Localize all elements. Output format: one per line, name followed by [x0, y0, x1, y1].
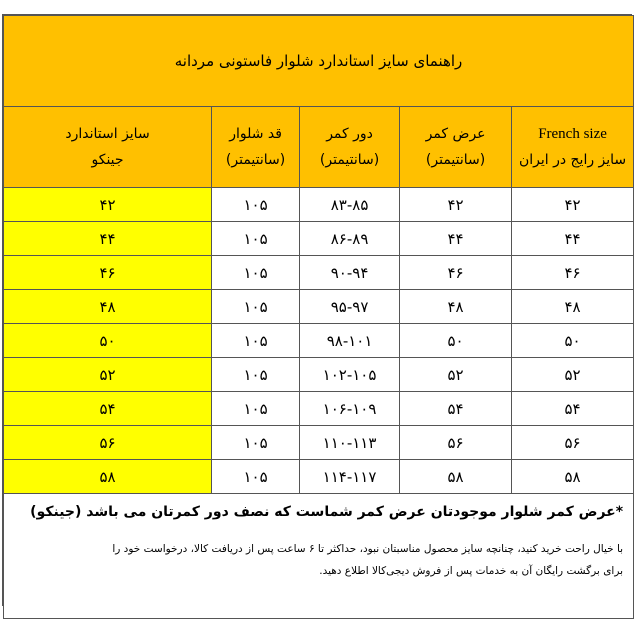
header-standard-label: سایز استاندارد	[65, 126, 150, 142]
table-row	[4, 426, 634, 460]
cell-length: ۱۰۵	[212, 188, 300, 222]
header-waist-width	[400, 107, 512, 188]
header-french-fa: سایز رایج در ایران	[518, 152, 627, 168]
size-table	[3, 15, 634, 619]
header-waist-width-unit: (سانتیمتر)	[425, 152, 486, 168]
cell-waist-circumference: ۹۰-۹۴	[300, 256, 400, 290]
cell-waist-width: ۵۶	[400, 426, 512, 460]
cell-length: ۱۰۵	[212, 460, 300, 494]
cell-french-size: ۴۲	[512, 188, 634, 222]
table-title: راهنمای سایز استاندارد شلوار فاستونی مردانه	[4, 16, 634, 107]
note-sub	[14, 538, 623, 582]
cell-french-size: ۴۴	[512, 222, 634, 256]
cell-waist-circumference: ۱۰۲-۱۰۵	[300, 358, 400, 392]
cell-standard-size: ۴۲	[4, 188, 212, 222]
header-standard-size	[4, 107, 212, 188]
cell-waist-circumference: ۹۵-۹۷	[300, 290, 400, 324]
cell-length: ۱۰۵	[212, 358, 300, 392]
cell-french-size: ۴۸	[512, 290, 634, 324]
cell-waist-width: ۵۲	[400, 358, 512, 392]
cell-waist-circumference: ۱۱۰-۱۱۳	[300, 426, 400, 460]
cell-standard-size: ۵۸	[4, 460, 212, 494]
cell-length: ۱۰۵	[212, 290, 300, 324]
cell-standard-size: ۴۶	[4, 256, 212, 290]
header-row	[4, 107, 634, 188]
cell-waist-width: ۴۴	[400, 222, 512, 256]
header-waist-width-label: عرض کمر	[425, 126, 486, 142]
table-row	[4, 392, 634, 426]
header-length-label: قد شلوار	[229, 126, 282, 142]
cell-waist-circumference: ۸۳-۸۵	[300, 188, 400, 222]
cell-length: ۱۰۵	[212, 324, 300, 358]
note-sub-line-2: برای برگشت رایگان آن به خدمات پس از فروش دیجی‌کالا اطلاع دهید.	[319, 565, 624, 577]
note-sub-line-1: با خیال راحت خرید کنید، چنانچه سایز محصول مناسبتان نبود، حداکثر تا ۶ ساعت پس از دریافت کالا، درخواست خود را	[112, 543, 624, 555]
table-row	[4, 290, 634, 324]
cell-standard-size: ۵۰	[4, 324, 212, 358]
cell-standard-size: ۵۴	[4, 392, 212, 426]
cell-french-size: ۵۰	[512, 324, 634, 358]
table-row	[4, 222, 634, 256]
cell-french-size: ۴۶	[512, 256, 634, 290]
header-length-unit: (سانتیمتر)	[225, 152, 286, 168]
cell-length: ۱۰۵	[212, 222, 300, 256]
cell-standard-size: ۴۴	[4, 222, 212, 256]
cell-french-size: ۵۸	[512, 460, 634, 494]
cell-standard-size: ۵۶	[4, 426, 212, 460]
header-length	[212, 107, 300, 188]
table-row	[4, 324, 634, 358]
cell-waist-width: ۴۶	[400, 256, 512, 290]
cell-waist-circumference: ۸۶-۸۹	[300, 222, 400, 256]
header-waist-circ-unit: (سانتیمتر)	[319, 152, 380, 168]
cell-french-size: ۵۶	[512, 426, 634, 460]
header-french-en: French size	[538, 126, 607, 142]
cell-waist-circumference: ۱۱۴-۱۱۷	[300, 460, 400, 494]
table-row	[4, 256, 634, 290]
cell-french-size: ۵۲	[512, 358, 634, 392]
cell-waist-width: ۴۸	[400, 290, 512, 324]
header-waist-circ-label: دور کمر	[326, 126, 373, 142]
header-standard-brand: جینکو	[91, 152, 124, 168]
table-row	[4, 358, 634, 392]
table-row	[4, 460, 634, 494]
notes-cell	[4, 494, 634, 619]
cell-waist-width: ۵۴	[400, 392, 512, 426]
cell-standard-size: ۵۲	[4, 358, 212, 392]
cell-length: ۱۰۵	[212, 256, 300, 290]
cell-waist-circumference: ۹۸-۱۰۱	[300, 324, 400, 358]
cell-waist-width: ۵۸	[400, 460, 512, 494]
header-french-size	[512, 107, 634, 188]
header-waist-circumference	[300, 107, 400, 188]
cell-length: ۱۰۵	[212, 392, 300, 426]
cell-french-size: ۵۴	[512, 392, 634, 426]
cell-length: ۱۰۵	[212, 426, 300, 460]
note-main: *عرض کمر شلوار موجودتان عرض کمر شماست که نصف دور کمرتان می باشد (جینکو)	[30, 504, 624, 520]
cell-waist-circumference: ۱۰۶-۱۰۹	[300, 392, 400, 426]
cell-waist-width: ۵۰	[400, 324, 512, 358]
table-row	[4, 188, 634, 222]
size-guide-sheet	[2, 14, 632, 606]
cell-waist-width: ۴۲	[400, 188, 512, 222]
cell-standard-size: ۴۸	[4, 290, 212, 324]
